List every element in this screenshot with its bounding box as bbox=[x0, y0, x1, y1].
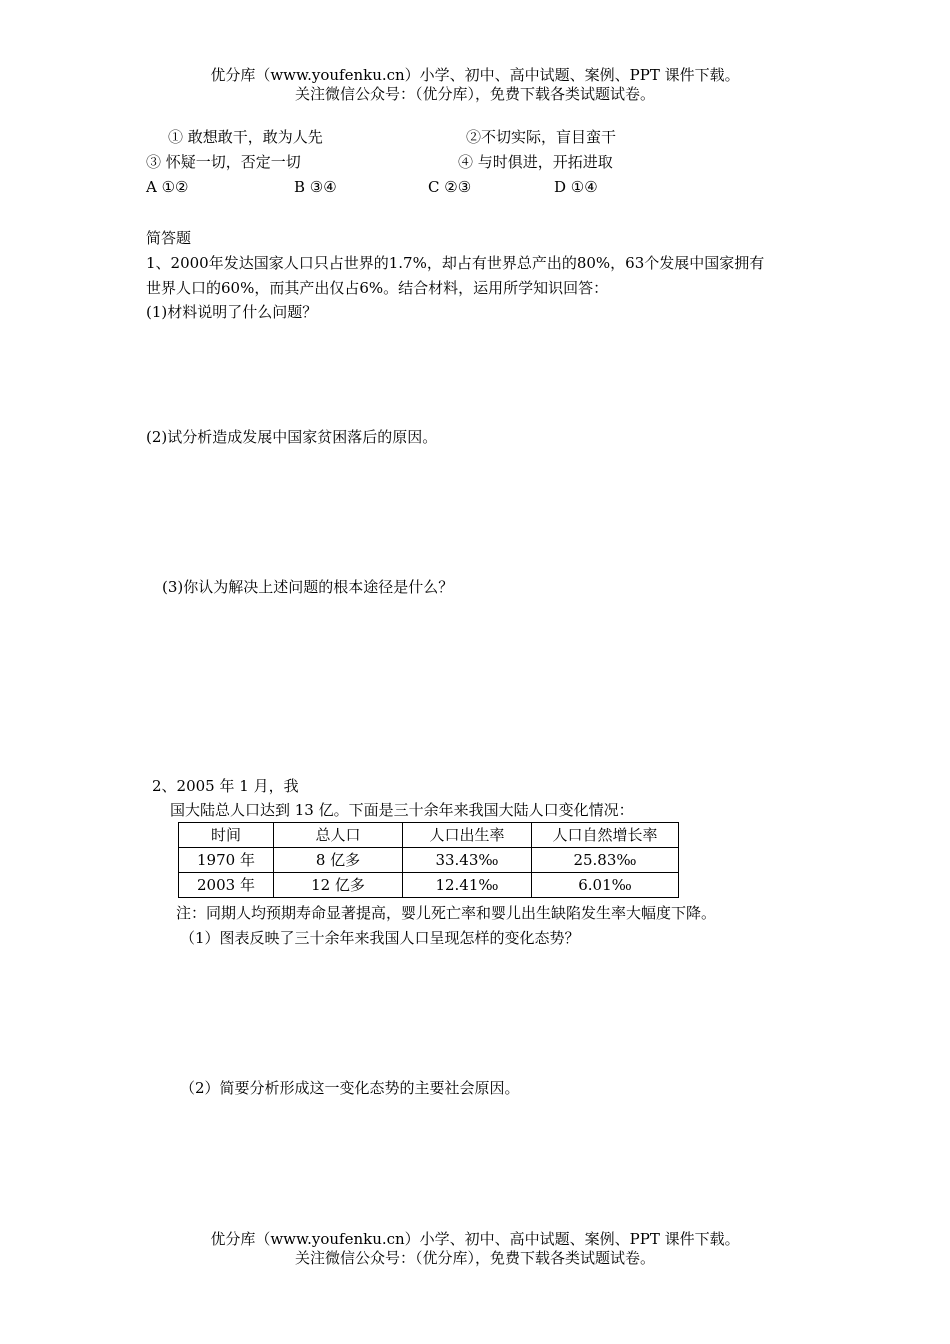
table-row bbox=[179, 848, 679, 873]
choice-option-3: ③ 怀疑一切，否定一切 bbox=[146, 153, 301, 171]
table-header-row bbox=[179, 823, 679, 848]
q2-sub-question-2: （2）简要分析形成这一变化态势的主要社会原因。 bbox=[180, 1079, 520, 1097]
footer-line-1: 优分库（www.youfenku.cn）小学、初中、高中试题、案例、PPT 课件下载。 bbox=[210, 1230, 740, 1248]
table-cell: 6.01‰ bbox=[532, 873, 679, 898]
table-cell: 12.41‰ bbox=[403, 873, 532, 898]
q2-sub-question-1: （1）图表反映了三十余年来我国人口呈现怎样的变化态势？ bbox=[180, 929, 580, 947]
header-line-1: 优分库（www.youfenku.cn）小学、初中、高中试题、案例、PPT 课件下载。 bbox=[210, 66, 740, 84]
q2-note: 注：同期人均预期寿命显著提高，婴儿死亡率和婴儿出生缺陷发生率大幅度下降。 bbox=[176, 904, 717, 922]
table-row bbox=[179, 873, 679, 898]
q2-stem-line-2: 国大陆总人口达到 13 亿。下面是三十余年来我国大陆人口变化情况： bbox=[170, 801, 634, 819]
q1-stem-line-2: 世界人口的60%，而其产出仅占6%。结合材料，运用所学知识回答： bbox=[146, 279, 609, 297]
answer-a: A ①② bbox=[146, 178, 189, 196]
footer-line-2: 关注微信公众号：（优分库），免费下载各类试题试卷。 bbox=[294, 1249, 655, 1267]
q1-stem-line-1: 1、2000年发达国家人口只占世界的1.7%，却占有世界总产出的80%，63个发展中国家拥有 bbox=[146, 254, 765, 272]
q1-sub-question-3: (3)你认为解决上述问题的根本途径是什么？ bbox=[162, 578, 454, 596]
table-header-cell: 人口自然增长率 bbox=[532, 823, 679, 848]
choice-option-2: ②不切实际，盲目蛮干 bbox=[466, 128, 617, 146]
answer-d: D ①④ bbox=[554, 178, 598, 196]
table-header-cell: 总人口 bbox=[274, 823, 403, 848]
choice-option-4: ④ 与时俱进，开拓进取 bbox=[458, 153, 613, 171]
table-cell: 33.43‰ bbox=[403, 848, 532, 873]
table-header-cell: 人口出生率 bbox=[403, 823, 532, 848]
table-header-cell: 时间 bbox=[179, 823, 274, 848]
table-cell: 2003 年 bbox=[179, 873, 274, 898]
q1-sub-question-2: (2)试分析造成发展中国家贫困落后的原因。 bbox=[146, 428, 438, 446]
answer-c: C ②③ bbox=[428, 178, 472, 196]
section-title: 简答题 bbox=[146, 229, 192, 247]
table-cell: 25.83‰ bbox=[532, 848, 679, 873]
table-cell: 12 亿多 bbox=[274, 873, 403, 898]
population-table bbox=[178, 822, 679, 898]
header-line-2: 关注微信公众号：（优分库），免费下载各类试题试卷。 bbox=[294, 85, 655, 103]
q1-sub-question-1: (1)材料说明了什么问题？ bbox=[146, 303, 318, 321]
table-cell: 1970 年 bbox=[179, 848, 274, 873]
q2-stem-line-1: 2、2005 年 1 月，我 bbox=[152, 777, 299, 795]
answer-b: B ③④ bbox=[294, 178, 337, 196]
table-cell: 8 亿多 bbox=[274, 848, 403, 873]
choice-option-1: ① 敢想敢干，敢为人先 bbox=[168, 128, 323, 146]
